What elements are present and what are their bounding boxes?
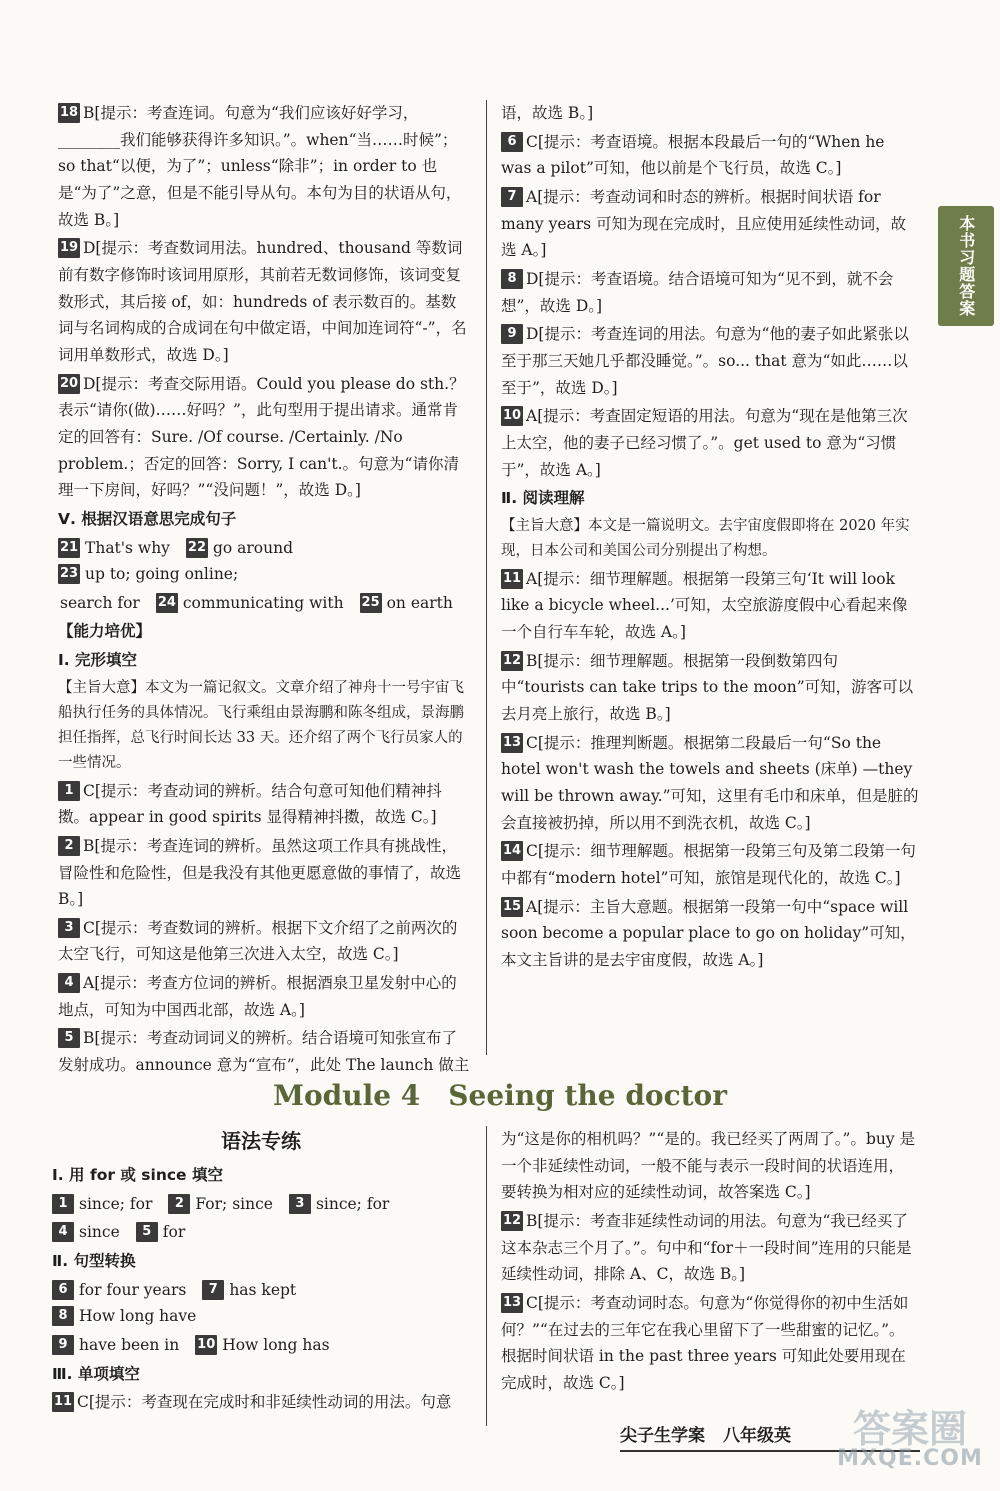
answer-text: communicating with (182, 593, 344, 612)
answer-text: That's why (85, 538, 170, 557)
question-number-badge: 10 (501, 406, 523, 426)
explanation-text: A[提示：考查固定短语的用法。句意为“现在是他第三次上太空，他的妻子已经习惯了。”。get used to 意为“习惯于”，故选 A。] (501, 407, 908, 479)
answer-item (58, 539, 170, 557)
footer-brand: 尖子生学案 (620, 1426, 705, 1446)
explanation-text: C[提示：考查动词时态。句意为“你觉得你的初中生活如何？”“在过去的三年它在我心里留下了一些甜蜜的记忆。”。根据时间状语 in the past three years 可知此处要用现在完成时，故选 C。] (501, 1293, 909, 1392)
explanation-text: C[提示：细节理解题。根据第一段第三句及第二段第一句中都有“modern hotel”可知，旅馆是现代化的，故选 C。] (501, 842, 916, 887)
explanation-text: C[提示：考查动词的辨析。结合句意可知他们精神抖擞。appear in good spirits 显得精神抖擞，故选 C。] (58, 781, 442, 827)
answer-text: For; since (195, 1194, 273, 1213)
question-number-badge: 7 (501, 187, 523, 207)
explanation-text: A[提示：主旨大意题。根据第一段第一句中“space will soon become a popular place to go on holiday”可知，本文主旨讲的是去宇宙度假，故选 A。] (501, 897, 916, 969)
answer-item (289, 1195, 389, 1213)
answer-item (58, 594, 140, 612)
question-number-badge: 3 (289, 1194, 311, 1214)
question-number-badge: 13 (501, 1293, 523, 1313)
section-heading: Ⅰ. 完形填空 (58, 651, 138, 670)
column-divider-bottom (486, 1126, 487, 1426)
question-number-badge: 4 (58, 973, 80, 993)
footer-grade: 八年级英 (723, 1426, 791, 1446)
question-number-badge: 21 (58, 538, 80, 558)
column-divider-top (486, 100, 487, 1055)
explanation-text: B[提示：考查连词的辨析。虽然这项工作具有挑战性，冒险性和危险性，但是我没有其他更愿意做的事情了，故选 B。] (58, 836, 462, 909)
answer-explanation (501, 838, 919, 891)
answer-item (202, 1281, 296, 1299)
summary-paragraph: 【主旨大意】本文为一篇记叙文。文章介绍了神舟十一号宇宙飞船执行任务的具体情况。飞行乘组由景海鹏和陈冬组成，景海鹏担任指挥，总飞行时间长达 33 天。还介绍了两个飞行员家人的一些情况。 (58, 679, 464, 771)
question-number-badge: 7 (202, 1280, 224, 1300)
side-tab[interactable]: 本书习题答案 (938, 206, 994, 326)
question-number-badge: 18 (58, 103, 80, 123)
explanation-text: C[提示：考查语境。根据本段最后一句的“When he was a pilot”可知，他以前是个飞行员，故选 C。] (501, 132, 885, 178)
question-number-badge: 6 (52, 1280, 74, 1300)
section-heading: Ⅴ. 根据汉语意思完成句子 (58, 509, 237, 528)
answer-explanation (501, 321, 919, 401)
answer-item (58, 565, 238, 583)
explanation-text: C[提示：考查现在完成时和非延续性动词的用法。句意 (77, 1393, 452, 1412)
question-number-badge: 6 (501, 132, 523, 152)
answer-text: on earth (386, 593, 453, 612)
page-footer (620, 1422, 791, 1451)
module-title (0, 1072, 1000, 1120)
answer-text: since (79, 1223, 120, 1242)
answer-text: have been in (79, 1335, 180, 1354)
answer-row (58, 590, 470, 617)
question-number-badge: 25 (360, 593, 382, 613)
top-right-column (501, 100, 919, 976)
answer-text: for four years (79, 1280, 187, 1299)
answer-item (52, 1223, 120, 1241)
answer-item (195, 1336, 329, 1354)
continued-text: 为“这是你的相机吗？”“是的。我已经买了两周了。”。buy 是一个非延续性动词，一般不能与表示一段时间的状语连用，要转换为相对应的延续性动词，故答案选 C。] (501, 1130, 916, 1202)
answer-explanation (58, 1025, 470, 1078)
question-number-badge: 15 (501, 897, 523, 917)
explanation-text: D[提示：考查数词用法。hundred、thousand 等数词前有数字修饰时该词用原形，其前若无数词修饰，该词变复数形式，其后接 of，如：hundreds of 表示数百的。基数词与名词构成的合成词在句中做定语，中间加连词符“-”，名词用单数形式，故选 D。] (58, 239, 467, 364)
question-number-badge: 1 (58, 781, 80, 801)
bottom-right-column (501, 1126, 919, 1399)
module-name: Seeing the doctor (448, 1079, 727, 1112)
question-number-badge: 13 (501, 733, 523, 753)
answer-explanation (501, 1290, 919, 1397)
answer-item (52, 1307, 196, 1325)
question-number-badge: 11 (501, 569, 523, 589)
question-number-badge: 12 (501, 651, 523, 671)
explanation-text: B[提示：细节理解题。根据第一段倒数第四句中“tourists can take trips to the moon”可知，游客可以去月亮上旅行，故选 B。] (501, 651, 914, 723)
continued-text: 语，故选 B。] (501, 104, 594, 122)
question-number-badge: 8 (501, 269, 523, 289)
answer-row (52, 1277, 470, 1330)
answer-explanation (58, 100, 470, 233)
top-left-column (58, 100, 470, 1081)
bottom-left-column (52, 1160, 470, 1418)
answer-text: has kept (229, 1280, 297, 1299)
answer-item (52, 1195, 152, 1213)
question-number-badge: 14 (501, 841, 523, 861)
answer-row (52, 1191, 470, 1218)
answer-row (52, 1332, 470, 1359)
explanation-text: A[提示：考查方位词的辨析。根据酒泉卫星发射中心的地点，可知为中国西北部，故选 A。] (58, 974, 457, 1019)
answer-item (360, 594, 453, 612)
question-number-badge: 10 (195, 1335, 217, 1355)
question-number-badge: 5 (136, 1222, 158, 1242)
answer-text: search for (60, 593, 140, 612)
answer-item (186, 539, 293, 557)
explanation-text: D[提示：考查语境。结合语境可知为“见不到，就不会想”，故选 D。] (501, 269, 894, 315)
answer-explanation (501, 648, 919, 728)
question-number-badge: 24 (156, 593, 178, 613)
answer-explanation (501, 566, 919, 646)
answer-explanation (501, 403, 919, 483)
question-number-badge: 4 (52, 1222, 74, 1242)
explanation-text: D[提示：考查交际用语。Could you please do sth.？表示“请你(做)……好吗？”，此句型用于提出请求。通常肯定的回答有：Sure. /Of course. /Certainly. /No problem.；否定的回答：Sorry, I can't.。句意为“请你清理一下房间，好吗？”“没问题！”，故选 D。] (58, 374, 465, 500)
question-number-badge: 23 (58, 564, 80, 584)
answer-item (156, 594, 344, 612)
question-number-badge: 1 (52, 1194, 74, 1214)
answer-text: up to; going online; (85, 565, 239, 584)
answer-explanation (58, 970, 470, 1023)
section-heading: Ⅱ. 阅读理解 (501, 489, 585, 508)
explanation-text: C[提示：考查数词的辨析。根据下文介绍了之前两次的太空飞行，可知这是他第三次进入太空，故选 C。] (58, 918, 458, 964)
answer-item (52, 1336, 179, 1354)
summary-paragraph: 【主旨大意】本文是一篇说明文。去宇宙度假即将在 2020 年实现，日本公司和美国公司分别提出了构想。 (501, 517, 910, 559)
watermark-url-text: MXQE.COM (837, 1446, 983, 1471)
explanation-text: C[提示：推理判断题。根据第二段最后一句“So the hotel won't wash the towels and sheets (床单) —they will be thrown away.”可知，这里有毛巾和床单，但是脏的会直接被扔掉，所以用不到洗衣机，故选 C。] (501, 733, 919, 832)
answer-explanation (501, 894, 919, 974)
explanation-text: B[提示：考查连词。句意为“我们应该好好学习，________我们能够获得许多知识。”。when“当……时候”；so that“以便，为了”；unless“除非”；in order to 也是“为了”之意，但是不能引导从句。本句为目的状语从句，故选 B。] (58, 104, 462, 229)
answer-explanation (58, 778, 470, 831)
answer-explanation (501, 129, 919, 182)
module-label: Module 4 (273, 1079, 421, 1112)
answer-explanation (501, 730, 919, 837)
explanation-text: B[提示：考查非延续性动词的用法。句意为“我已经买了这本杂志三个月了。”。句中和“for＋一段时间”连用的只能是延续性动词，排除 A、C，故选 B。] (501, 1211, 912, 1284)
answer-text: go around (212, 538, 294, 557)
answer-item (168, 1195, 273, 1213)
section-title-grammar: 语法专练 (221, 1129, 301, 1153)
answer-explanation (58, 833, 470, 913)
question-number-badge: 22 (186, 538, 208, 558)
question-number-badge: 2 (168, 1194, 190, 1214)
question-number-badge: 9 (52, 1335, 74, 1355)
question-number-badge: 19 (58, 238, 80, 258)
section-heading: Ⅱ. 句型转换 (52, 1251, 136, 1270)
question-number-badge: 2 (58, 836, 80, 856)
answer-item (52, 1281, 186, 1299)
question-number-badge: 12 (501, 1211, 523, 1231)
answer-explanation (52, 1389, 470, 1416)
explanation-text: A[提示：细节理解题。根据第一段第三句‘It will look like a bicycle wheel...’可知，太空旅游度假中心看起来像一个自行车车轮，故选 A。] (501, 569, 908, 642)
question-number-badge: 11 (52, 1392, 74, 1412)
answer-explanation (58, 235, 470, 368)
answer-explanation (58, 915, 470, 968)
explanation-text: A[提示：考查动词和时态的辨析。根据时间状语 for many years 可知为现在完成时，且应使用延续性动词，故选 A。] (501, 187, 907, 260)
section-heading: Ⅲ. 单项填空 (52, 1364, 140, 1383)
answer-row (58, 535, 470, 588)
section-heading: Ⅰ. 用 for 或 since 填空 (52, 1166, 223, 1184)
explanation-text: B[提示：考查动词词义的辨析。结合语境可知张宣布了发射成功。announce 意为“宣布”，此处 The launch 做主 (58, 1029, 470, 1075)
answer-explanation (58, 371, 470, 504)
answer-explanation (501, 184, 919, 264)
answer-item (136, 1223, 185, 1241)
watermark-logo-text: 答案圈 (852, 1407, 967, 1451)
answer-text: since; for (315, 1194, 390, 1213)
answer-text: since; for (79, 1194, 153, 1213)
answer-text: How long has (222, 1335, 330, 1354)
answer-row (52, 1219, 470, 1246)
answer-text: How long have (79, 1307, 197, 1326)
explanation-text: D[提示：考查连词的用法。句意为“他的妻子如此紧张以至于那三天她几乎都没睡觉。”。so... that 意为“如此……以至于”，故选 D。] (501, 325, 909, 397)
watermark-logo (835, 1405, 985, 1475)
question-number-badge: 8 (52, 1306, 74, 1326)
answer-text: for (162, 1223, 186, 1242)
question-number-badge: 20 (58, 374, 80, 394)
answer-explanation (501, 266, 919, 319)
question-number-badge: 5 (58, 1028, 80, 1048)
section-heading: 【能力培优】 (58, 622, 152, 641)
question-number-badge: 9 (501, 324, 523, 344)
answer-explanation (501, 1208, 919, 1288)
question-number-badge: 3 (58, 918, 80, 938)
